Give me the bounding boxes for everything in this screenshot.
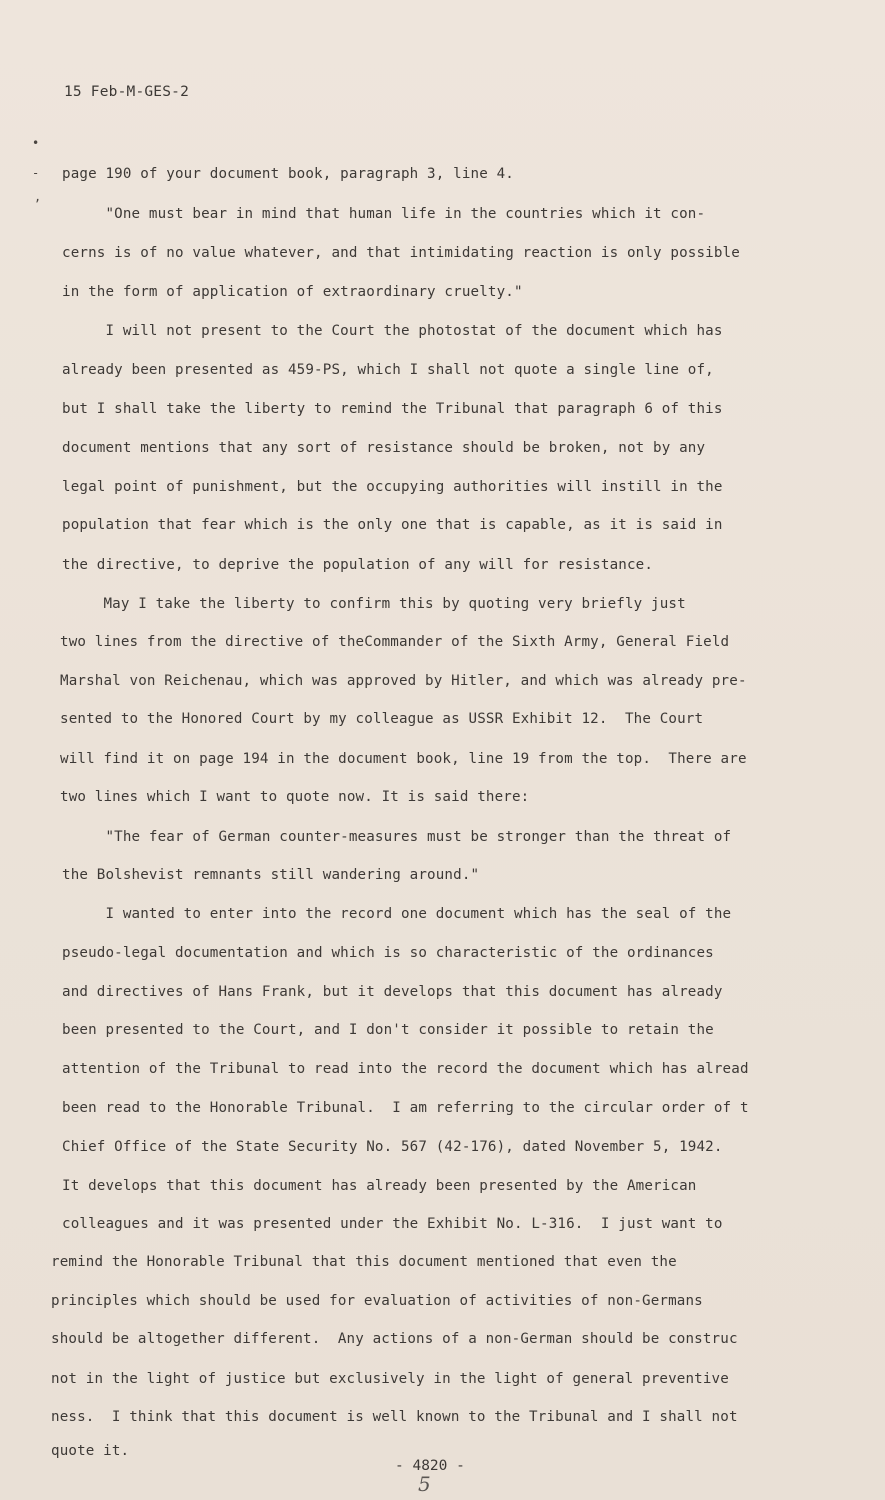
text-line: pseudo-legal documentation and which is so characteristic of the ordinances — [62, 945, 714, 961]
text-line: been presented to the Court, and I don't consider it possible to retain the — [62, 1022, 714, 1038]
text-line: but I shall take the liberty to remind the Tribunal that paragraph 6 of this — [62, 401, 723, 417]
text-line: quote it. — [51, 1443, 130, 1459]
text-line: I wanted to enter into the record one document which has the seal of the — [62, 906, 732, 922]
text-line: colleagues and it was presented under the Exhibit No. L-316. I just want to — [62, 1216, 723, 1232]
text-line: ness. I think that this document is well known to the Tribunal and I shall not — [51, 1409, 738, 1425]
text-line: and directives of Hans Frank, but it develops that this document has already — [62, 984, 723, 1000]
text-line: the directive, to deprive the population of any will for resistance. — [62, 557, 654, 573]
text-line: remind the Honorable Tribunal that this document mentioned that even the — [51, 1254, 677, 1270]
text-line: in the form of application of extraordinary cruelty." — [62, 284, 523, 300]
text-line: I will not present to the Court the photostat of the document which has — [62, 323, 723, 339]
text-line: population that fear which is the only one that is capable, as it is said in — [62, 517, 723, 533]
text-line: "The fear of German counter-measures must be stronger than the threat of — [62, 829, 732, 845]
text-line: May I take the liberty to confirm this by quoting very briefly just — [60, 596, 686, 612]
text-line: "One must bear in mind that human life in the countries which it con- — [62, 206, 706, 222]
text-line: been read to the Honorable Tribunal. I am referring to the circular order of t — [62, 1100, 749, 1116]
text-line: should be altogether different. Any actions of a non-German should be construc — [51, 1331, 738, 1347]
text-line: two lines from the directive of theCommander of the Sixth Army, General Field — [60, 634, 730, 650]
text-line: will find it on page 194 in the document book, line 19 from the top. There are — [60, 751, 747, 767]
handwritten-page-note: 5 — [418, 1472, 431, 1496]
text-line: Chief Office of the State Security No. 567 (42-176), dated November 5, 1942. — [62, 1139, 723, 1155]
text-line: principles which should be used for evaluation of activities of non-Germans — [51, 1293, 703, 1309]
page-number: - 4820 - — [395, 1458, 465, 1474]
margin-mark: - — [32, 166, 40, 180]
text-line: It develops that this document has already been presented by the American — [62, 1178, 697, 1194]
margin-mark: • — [32, 136, 40, 150]
text-line: attention of the Tribunal to read into the record the document which has alread — [62, 1061, 749, 1077]
text-line: page 190 of your document book, paragraph 3, line 4. — [62, 166, 514, 182]
margin-mark: , — [34, 190, 42, 204]
text-line: document mentions that any sort of resistance should be broken, not by any — [62, 440, 706, 456]
text-line: the Bolshevist remnants still wandering around." — [62, 867, 480, 883]
text-line: already been presented as 459-PS, which I shall not quote a single line of, — [62, 362, 714, 378]
document-header: 15 Feb-M-GES-2 — [64, 84, 190, 100]
text-line: sented to the Honored Court by my colleague as USSR Exhibit 12. The Court — [60, 711, 704, 727]
text-line: Marshal von Reichenau, which was approved by Hitler, and which was already pre- — [60, 673, 747, 689]
text-line: legal point of punishment, but the occupying authorities will instill in the — [62, 479, 723, 495]
text-line: cerns is of no value whatever, and that intimidating reaction is only possible — [62, 245, 740, 261]
text-line: two lines which I want to quote now. It is said there: — [60, 789, 530, 805]
text-line: not in the light of justice but exclusively in the light of general preventive — [51, 1371, 729, 1387]
